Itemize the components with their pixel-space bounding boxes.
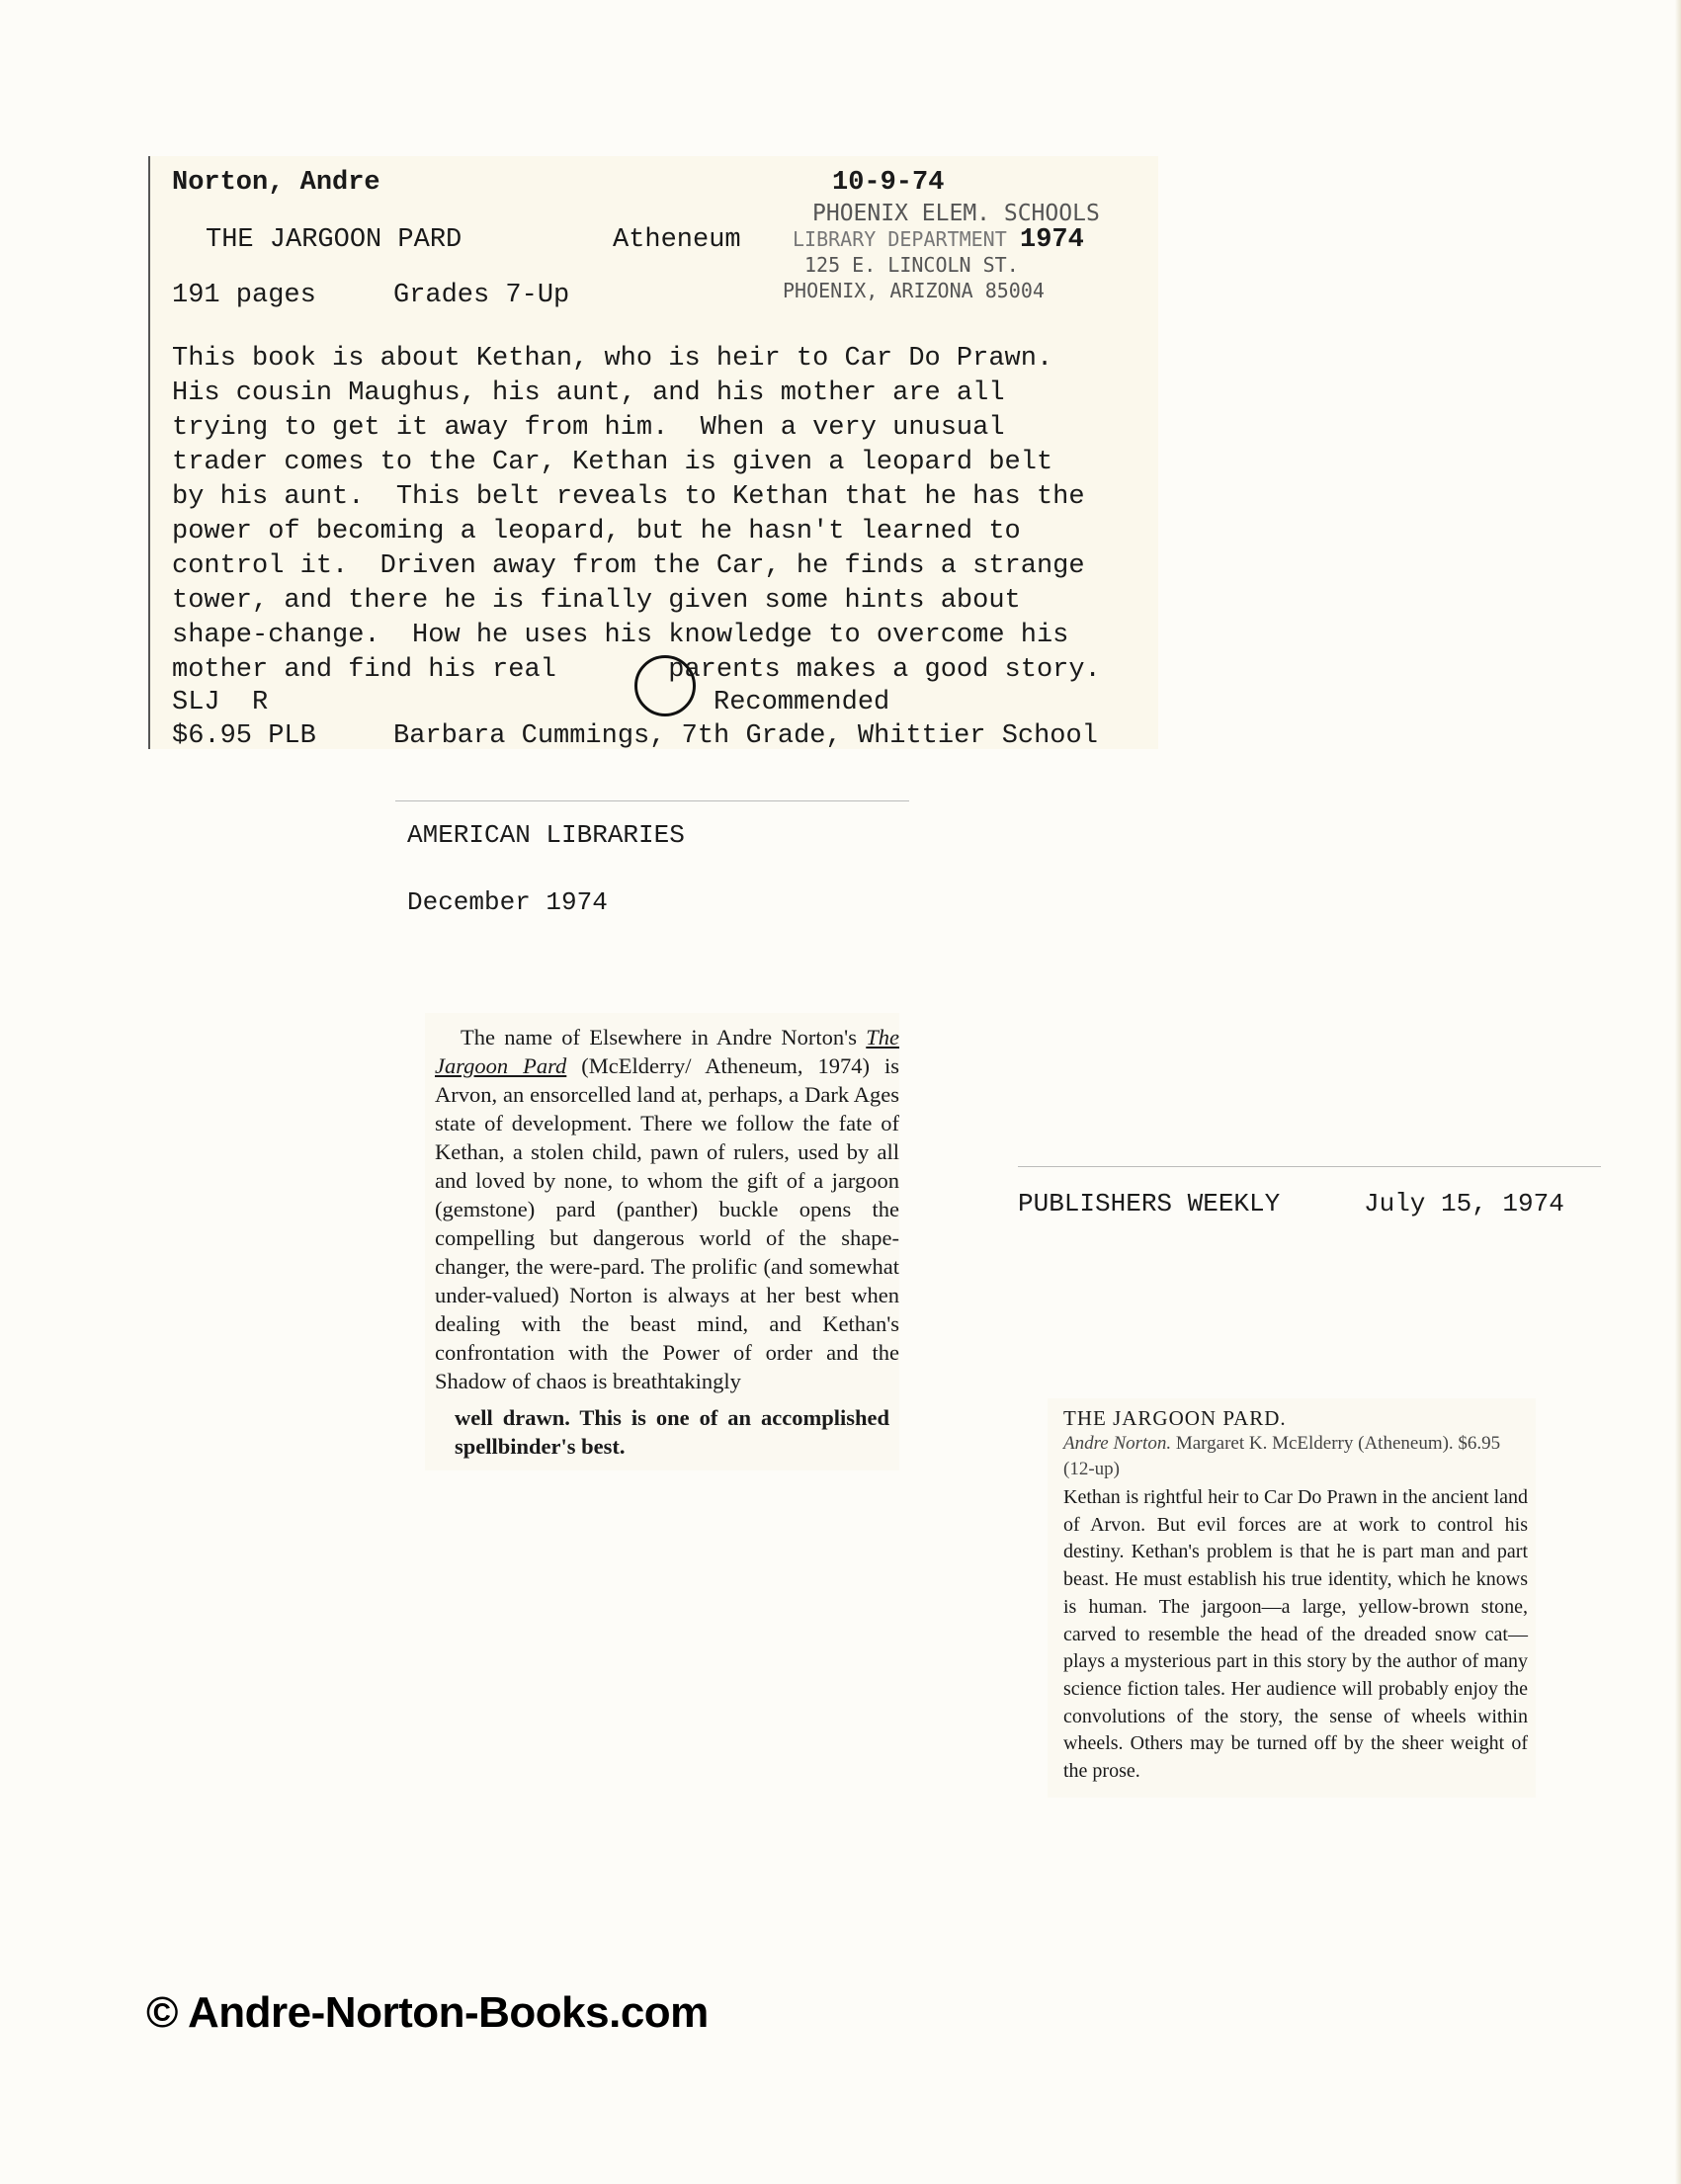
pw-publisher: Margaret K. McElderry (Atheneum). $6.95 (12-up) xyxy=(1063,1433,1501,1479)
review-card-slj xyxy=(148,156,1158,749)
card-body-line: tower, and there he is finally given some hints about xyxy=(172,586,1021,616)
card-body-line: power of becoming a leopard, but he hasn't learned to xyxy=(172,517,1021,546)
copyright-watermark: © Andre-Norton-Books.com xyxy=(146,1988,709,2037)
card-body-line: mother and find his real parents makes a good story. xyxy=(172,655,1101,685)
card-date: 10-9-74 xyxy=(832,168,945,198)
al-review-post: (McElderry/ Atheneum, 1974) is Arvon, an ensorcelled land at, perhaps, a Dark Ages state of development. There we follow the fate of Kethan, a stolen child, pawn of rulers, used by all and loved by none, to whom the gift of a jargoon (gemstone) pard (panther) buckle opens the compelling but dangerous world of the shape-changer, the were-pard. The prolific (and somewhat under-valued) Norton is always at her best when dealing with the beast mind, and Kethan's confrontation with the Power of order and the Shadow of chaos is breathtakingly xyxy=(435,1053,899,1393)
card-body-line: trying to get it away from him. When a very unusual xyxy=(172,413,1005,443)
al-review-pre: The name of Elsewhere in Andre Norton's xyxy=(461,1025,867,1050)
pw-date: July 15, 1974 xyxy=(1364,1189,1564,1218)
library-stamp xyxy=(773,201,1100,303)
publishers-weekly-heading xyxy=(1018,1166,1601,1248)
card-body-line: by his aunt. This belt reveals to Kethan that he has the xyxy=(172,482,1085,512)
pw-review-clipping xyxy=(1048,1398,1536,1798)
american-libraries-heading xyxy=(395,800,909,939)
al-review-text xyxy=(435,1023,899,1395)
card-body xyxy=(172,342,1160,688)
pw-review-text: Kethan is rightful heir to Car Do Prawn in the ancient land of Arvon. But evil forces are at work to control his destiny. Kethan's problem is that he is part man and part beast. He must establish his true identity, which he knows is human. The jargoon—a large, yellow-brown stone, carved to resemble the head of the dreaded snow cat—plays a mysterious part in this story by the author of many science fiction tales. Her audience will probably enjoy the convolutions of the story, the sense of wheels within wheels. Others may be turned off by the sheer weight of the prose. xyxy=(1063,1486,1528,1783)
card-author: Norton, Andre xyxy=(172,168,380,198)
card-body-line: This book is about Kethan, who is heir to Car Do Prawn. xyxy=(172,344,1053,374)
card-body-line: trader comes to the Car, Kethan is given a leopard belt xyxy=(172,448,1053,477)
pw-byline: Andre Norton. xyxy=(1063,1433,1176,1454)
card-source: SLJ R xyxy=(172,688,269,717)
card-title: THE JARGOON PARD xyxy=(206,225,462,255)
card-price: $6.95 PLB xyxy=(172,721,316,751)
card-pages: 191 pages xyxy=(172,281,316,310)
stamp-line-2: LIBRARY DEPARTMENT xyxy=(793,227,1007,251)
pw-book-title: THE JARGOON PARD. xyxy=(1063,1406,1287,1430)
card-body-line: shape-change. How he uses his knowledge to overcome his xyxy=(172,621,1069,650)
card-rating: Recommended xyxy=(714,688,890,717)
al-review-clipping xyxy=(425,1013,899,1470)
card-publisher: Atheneum xyxy=(613,225,741,255)
al-date: December 1974 xyxy=(407,887,608,917)
stamp-line-1: PHOENIX ELEM. SCHOOLS xyxy=(812,201,1100,226)
pw-heading: PUBLISHERS WEEKLY xyxy=(1018,1189,1281,1218)
page-edge xyxy=(1675,0,1681,2184)
card-body-line: His cousin Maughus, his aunt, and his mother are all xyxy=(172,378,1005,408)
al-review-book-title: The Jargoon Pard xyxy=(435,1025,899,1078)
card-reviewer: Barbara Cummings, 7th Grade, Whittier School xyxy=(393,721,1098,751)
al-review-continuation: well drawn. This is one of an accomplished spellbinder's best. xyxy=(455,1405,889,1459)
card-body-line: control it. Driven away from the Car, he finds a strange xyxy=(172,551,1085,581)
card-year: 1974 xyxy=(1020,225,1084,255)
stamp-line-4: PHOENIX, ARIZONA 85004 xyxy=(783,279,1045,302)
al-heading: AMERICAN LIBRARIES xyxy=(407,820,685,850)
card-grades: Grades 7-Up xyxy=(393,281,570,310)
stamp-line-3: 125 E. LINCOLN ST. xyxy=(804,253,1019,277)
hand-drawn-circle xyxy=(634,655,696,716)
